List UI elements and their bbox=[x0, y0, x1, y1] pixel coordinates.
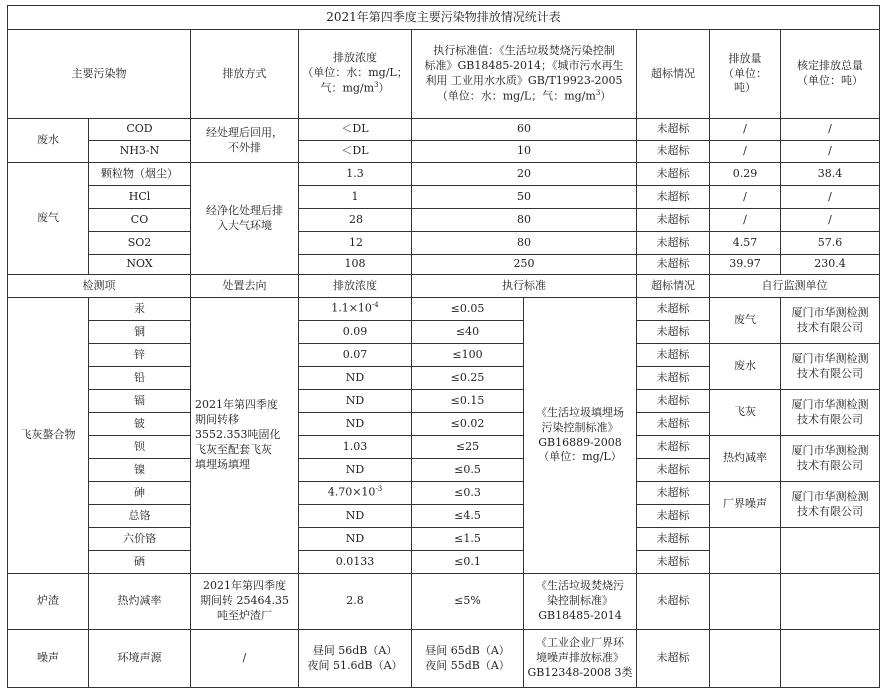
noise-day-limit: 昼间 65dB（A） bbox=[425, 643, 510, 657]
limit-cell: ≤0.25 bbox=[412, 367, 524, 390]
table-row bbox=[8, 630, 880, 688]
conc-cell: 1 bbox=[299, 186, 412, 209]
table-title: 2021年第四季度主要污染物排放情况统计表 bbox=[8, 6, 880, 30]
noise-standard: 《工业企业厂界环 境噪声排放标准》 GB12348-2008 3类 bbox=[524, 630, 637, 688]
std-cell: 80 bbox=[412, 209, 637, 232]
item-cell: 镉 bbox=[89, 390, 191, 413]
category-flyash: 飞灰螯合物 bbox=[8, 298, 89, 574]
table-row bbox=[8, 255, 880, 275]
monitor-empty bbox=[781, 630, 880, 688]
exceed-cell: 未超标 bbox=[637, 163, 710, 186]
item-cell: 铍 bbox=[89, 413, 191, 436]
conc-cell: ＜DL bbox=[299, 141, 412, 163]
item-cell: 砷 bbox=[89, 482, 191, 505]
amount-cell: / bbox=[710, 119, 781, 141]
exceed-cell: 未超标 bbox=[637, 141, 710, 163]
item-cell: SO2 bbox=[89, 232, 191, 255]
table-row bbox=[8, 209, 880, 232]
header-standard-2: 执行标准 bbox=[412, 275, 637, 298]
limit-cell: ≤0.3 bbox=[412, 482, 524, 505]
exceed-cell: 未超标 bbox=[637, 119, 710, 141]
monitor-empty bbox=[710, 574, 781, 630]
conc-cell: ND bbox=[299, 390, 412, 413]
exceed-cell: 未超标 bbox=[637, 209, 710, 232]
table-row bbox=[8, 141, 880, 163]
exceed-cell: 未超标 bbox=[637, 321, 710, 344]
category-slag: 炉渣 bbox=[8, 574, 89, 630]
conc-cell: 108 bbox=[299, 255, 412, 275]
item-cell: 总铬 bbox=[89, 505, 191, 528]
monitor-type: 飞灰 bbox=[710, 390, 781, 436]
item-cell: 铅 bbox=[89, 367, 191, 390]
conc-cell: 0.07 bbox=[299, 344, 412, 367]
table-row bbox=[8, 119, 880, 141]
approved-cell: / bbox=[781, 141, 880, 163]
exceed-cell: 未超标 bbox=[637, 390, 710, 413]
amount-cell: 0.29 bbox=[710, 163, 781, 186]
limit-cell: ≤0.5 bbox=[412, 459, 524, 482]
item-cell: 锌 bbox=[89, 344, 191, 367]
conc-cell: ND bbox=[299, 367, 412, 390]
exceed-cell: 未超标 bbox=[637, 367, 710, 390]
approved-cell: / bbox=[781, 119, 880, 141]
approved-cell: / bbox=[781, 186, 880, 209]
exceed-cell: 未超标 bbox=[637, 528, 710, 551]
monitor-type: 废气 bbox=[710, 298, 781, 344]
header-conc-2: 排放浓度 bbox=[299, 275, 412, 298]
conc-cell: 0.0133 bbox=[299, 551, 412, 574]
header-monitor: 自行监测单位 bbox=[710, 275, 880, 298]
monitor-empty bbox=[781, 574, 880, 630]
item-cell: 铜 bbox=[89, 321, 191, 344]
header-detection-item: 检测项 bbox=[8, 275, 191, 298]
item-cell: 硒 bbox=[89, 551, 191, 574]
table-row bbox=[8, 232, 880, 255]
exceed-cell: 未超标 bbox=[637, 186, 710, 209]
conc-cell: 1.3 bbox=[299, 163, 412, 186]
exceed-cell: 未超标 bbox=[637, 459, 710, 482]
table-row bbox=[8, 390, 880, 413]
exceed-cell: 未超标 bbox=[637, 232, 710, 255]
table-row bbox=[8, 528, 880, 551]
flyash-standard: 《生活垃圾填埋场 污染控制标准》 GB16889-2008 （单位：mg/L） bbox=[524, 298, 637, 574]
table-row bbox=[8, 574, 880, 630]
table-row bbox=[8, 298, 880, 321]
limit-cell: ≤100 bbox=[412, 344, 524, 367]
flyash-destination: 2021年第四季度 期间转移 3552.353吨固化 飞灰至配套飞灰 填埋场填埋 bbox=[191, 298, 299, 574]
monitor-unit: 厦门市华测检测 技术有限公司 bbox=[781, 482, 880, 528]
conc-cell: 12 bbox=[299, 232, 412, 255]
exceed-cell: 未超标 bbox=[637, 413, 710, 436]
std-cell: 80 bbox=[412, 232, 637, 255]
item-cell: 钡 bbox=[89, 436, 191, 459]
approved-cell: 57.6 bbox=[781, 232, 880, 255]
conc-cell: ND bbox=[299, 459, 412, 482]
conc-cell: 0.09 bbox=[299, 321, 412, 344]
header-exceed: 超标情况 bbox=[637, 30, 710, 119]
limit-cell: ≤1.5 bbox=[412, 528, 524, 551]
std-cell: 10 bbox=[412, 141, 637, 163]
monitor-unit: 厦门市华测检测 技术有限公司 bbox=[781, 344, 880, 390]
table-row bbox=[8, 186, 880, 209]
limit-cell: ≤0.1 bbox=[412, 551, 524, 574]
table-row bbox=[8, 482, 880, 505]
item-cell: 镍 bbox=[89, 459, 191, 482]
exceed-cell: 未超标 bbox=[637, 574, 710, 630]
header-approved: 核定排放总量 （单位：吨） bbox=[781, 30, 880, 119]
header-pollutant: 主要污染物 bbox=[8, 30, 191, 119]
approved-cell: / bbox=[781, 209, 880, 232]
exceed-cell: 未超标 bbox=[637, 436, 710, 459]
approved-cell: 38.4 bbox=[781, 163, 880, 186]
conc-cell: ND bbox=[299, 505, 412, 528]
exceed-cell: 未超标 bbox=[637, 551, 710, 574]
item-cell: 六价铬 bbox=[89, 528, 191, 551]
item-cell: 热灼减率 bbox=[89, 574, 191, 630]
slag-standard: 《生活垃圾焚烧污 染控制标准》 GB18485-2014 bbox=[524, 574, 637, 630]
header-destination: 处置去向 bbox=[191, 275, 299, 298]
std-cell: 20 bbox=[412, 163, 637, 186]
monitor-type: 厂界噪声 bbox=[710, 482, 781, 528]
monitor-empty bbox=[710, 528, 781, 574]
category-wastewater: 废水 bbox=[8, 119, 89, 163]
item-cell: 环境声源 bbox=[89, 630, 191, 688]
exceed-cell: 未超标 bbox=[637, 505, 710, 528]
std-cell: 60 bbox=[412, 119, 637, 141]
conc-cell bbox=[299, 630, 412, 688]
item-cell: COD bbox=[89, 119, 191, 141]
table-row bbox=[8, 163, 880, 186]
conc-cell: $1.1\times 10^{-4}$ bbox=[299, 298, 412, 321]
header-amount: 排放量 （单位： 吨） bbox=[710, 30, 781, 119]
limit-cell: ≤5% bbox=[412, 574, 524, 630]
destination-cell: / bbox=[191, 630, 299, 688]
exceed-cell: 未超标 bbox=[637, 482, 710, 505]
category-exhaust: 废气 bbox=[8, 163, 89, 275]
monitor-type: 废水 bbox=[710, 344, 781, 390]
conc-cell: ND bbox=[299, 528, 412, 551]
monitor-unit: 厦门市华测检测 技术有限公司 bbox=[781, 436, 880, 482]
header-exceed-2: 超标情况 bbox=[637, 275, 710, 298]
amount-cell: / bbox=[710, 141, 781, 163]
pollutant-statistics-table bbox=[7, 5, 880, 688]
conc-cell: 1.03 bbox=[299, 436, 412, 459]
limit-cell: ≤0.15 bbox=[412, 390, 524, 413]
monitor-unit: 厦门市华测检测 技术有限公司 bbox=[781, 390, 880, 436]
table-row bbox=[8, 344, 880, 367]
conc-cell: 28 bbox=[299, 209, 412, 232]
slag-destination: 2021年第四季度 期间转 25464.35 吨至炉渣厂 bbox=[191, 574, 299, 630]
method-wastewater: 经处理后回用， 不外排 bbox=[191, 119, 299, 163]
exceed-cell: 未超标 bbox=[637, 630, 710, 688]
std-cell: 50 bbox=[412, 186, 637, 209]
conc-cell: 2.8 bbox=[299, 574, 412, 630]
item-cell: NOX bbox=[89, 255, 191, 275]
amount-cell: / bbox=[710, 209, 781, 232]
amount-cell: 39.97 bbox=[710, 255, 781, 275]
header-concentration: 排放浓度 （单位：水：mg/L； 气：$mg/m^3$） bbox=[299, 30, 412, 119]
limit-cell: ≤0.05 bbox=[412, 298, 524, 321]
item-cell: CO bbox=[89, 209, 191, 232]
noise-day-conc: 昼间 56dB（A） bbox=[312, 643, 398, 657]
exceed-cell: 未超标 bbox=[637, 255, 710, 275]
limit-cell bbox=[412, 630, 524, 688]
monitor-empty bbox=[781, 528, 880, 574]
limit-cell: ≤0.02 bbox=[412, 413, 524, 436]
monitor-unit: 厦门市华测检测 技术有限公司 bbox=[781, 298, 880, 344]
header-standard: 执行标准值：《生活垃圾焚烧污染控制 标准》GB18485-2014；《城市污水再生 利用 工业用水水质》GB/T19923-2005 （单位：水：mg/L；气：$mg/m^3$） bbox=[412, 30, 637, 119]
noise-night-conc: 夜间 51.6dB（A） bbox=[307, 658, 403, 672]
conc-cell: ＜DL bbox=[299, 119, 412, 141]
limit-cell: ≤40 bbox=[412, 321, 524, 344]
amount-cell: / bbox=[710, 186, 781, 209]
table-row bbox=[8, 436, 880, 459]
item-cell: 汞 bbox=[89, 298, 191, 321]
monitor-empty bbox=[710, 630, 781, 688]
item-cell: NH3-N bbox=[89, 141, 191, 163]
exceed-cell: 未超标 bbox=[637, 298, 710, 321]
conc-cell: ND bbox=[299, 413, 412, 436]
item-cell: 颗粒物（烟尘） bbox=[89, 163, 191, 186]
noise-night-limit: 夜间 55dB（A） bbox=[425, 658, 510, 672]
header-method: 排放方式 bbox=[191, 30, 299, 119]
approved-cell: 230.4 bbox=[781, 255, 880, 275]
exceed-cell: 未超标 bbox=[637, 344, 710, 367]
limit-cell: ≤25 bbox=[412, 436, 524, 459]
monitor-type: 热灼减率 bbox=[710, 436, 781, 482]
conc-cell: $4.70\times 10^{-3}$ bbox=[299, 482, 412, 505]
item-cell: HCl bbox=[89, 186, 191, 209]
amount-cell: 4.57 bbox=[710, 232, 781, 255]
method-exhaust: 经净化处理后排 入大气环境 bbox=[191, 163, 299, 275]
category-noise: 噪声 bbox=[8, 630, 89, 688]
std-cell: 250 bbox=[412, 255, 637, 275]
limit-cell: ≤4.5 bbox=[412, 505, 524, 528]
